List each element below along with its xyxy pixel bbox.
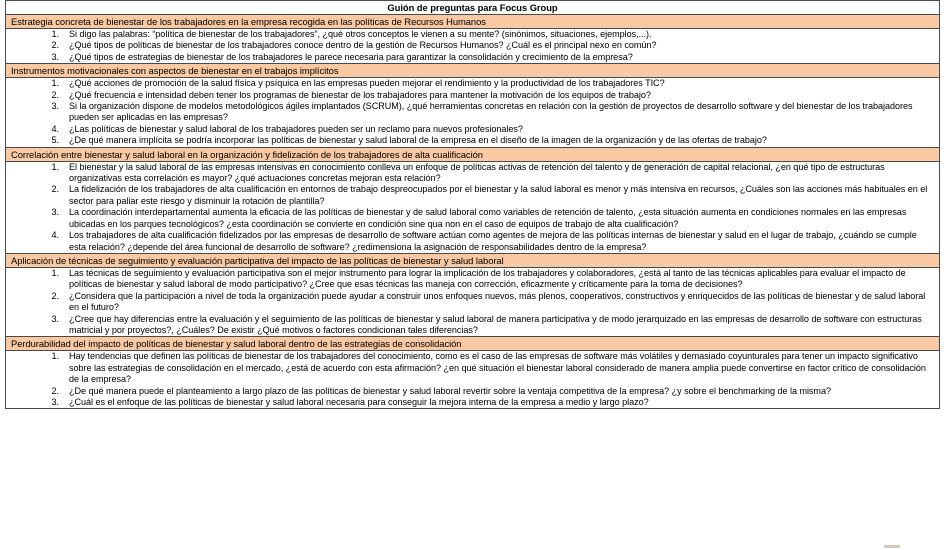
section-items <box>6 29 939 64</box>
question-text: ¿Cuál es el enfoque de las políticas de bienestar y salud laboral necesaria para conseguir la mejora interna de la empresa a medio y largo plazo? <box>69 396 649 407</box>
question-number: 2. <box>51 89 59 100</box>
question-item <box>6 135 939 146</box>
question-text: ¿Las políticas de bienestar y salud laboral de los trabajadores pueden ser un reclamo para nuevos profesionales? <box>69 123 523 134</box>
question-text: ¿Considera que la participación a nivel de toda la organización puede ayudar a construir unos enfoques nuevos, más plenos, cooperativos, constructivos y enriquecidos de las políticas de bienestar y de salud laboral en el futuro? <box>69 290 926 313</box>
question-item <box>6 78 939 89</box>
question-text: La coordinación interdepartamental aumenta la eficacia de las políticas de bienestar y de salud laboral como variables de retención de talento, ¿esta situación aumenta en condiciones normales en las empresas ubicadas en los parques tecnológicos? ¿esta coordinación se convierte en condición sine qua non en el caso de equipos de trabajo de alta cualificación? <box>69 207 907 229</box>
question-text: Las técnicas de seguimiento y evaluación participativa son el mejor instrumento para lograr la implicación de los trabajadores y colaboradores, ¿está al tanto de las técnicas aplicables para evaluar el impacto de políticas de bienestar y salud laboral de modo participativo? ¿Cree que esas técnicas las maneja con corrección, eficazmente y críticamente para la toma de decisiones? <box>69 267 906 290</box>
section-header: Instrumentos motivacionales con aspectos de bienestar en el trabajos implícitos <box>6 64 939 78</box>
question-item <box>6 162 939 185</box>
question-item <box>6 101 939 124</box>
question-item <box>6 52 939 63</box>
section-header: Estrategia concreta de bienestar de los trabajadores en la empresa recogida en las políticas de Recursos Humanos <box>6 15 939 29</box>
question-number: 2. <box>51 184 59 195</box>
question-item <box>6 351 939 385</box>
question-number: 1. <box>51 29 59 39</box>
question-number: 4. <box>51 230 59 241</box>
question-item <box>6 268 939 291</box>
question-text: ¿Qué frecuencia e intensidad deben tener los programas de bienestar de los trabajadores para mantener la motivación de los equipos de trabajo? <box>69 89 651 100</box>
question-number: 4. <box>51 123 59 134</box>
question-text: Si digo las palabras: “política de bienestar de los trabajadores”, ¿qué otros conceptos le vienen a su mente? (sinónimos, situaciones, ejemplos,...). <box>69 29 652 39</box>
question-number: 3. <box>51 396 59 407</box>
question-text: Los trabajadores de alta cualificación fidelizados por las empresas de desarrollo de software actúan como agentes de mejora de las políticas internas de bienestar y salud en el lugar de trabajo, ¿cuándo se cumple esta relación? ¿depende del área funcional de desarrollo de software? ¿redimensiona la asignación de responsabilidades dentro de la empresa? <box>69 230 917 252</box>
question-text: ¿Qué tipos de estrategias de bienestar de los trabajadores le parece necesaria para garantizar la consolidación y crecimiento de la empresa? <box>69 51 633 62</box>
section-header: Perdurabilidad del impacto de políticas de bienestar y salud laboral dentro de las estrategias de consolidación <box>6 337 939 351</box>
question-item <box>6 184 939 207</box>
question-number: 3. <box>51 51 59 62</box>
resize-handle <box>884 545 900 548</box>
question-text: Si la organización dispone de modelos metodológicos ágiles implantados (SCRUM), ¿qué herramientas concretas en relación con la gestión de proyectos de desarrollo software y del bienestar de los trabajadores pueden ser aplicadas en las empresas? <box>69 101 913 123</box>
question-text: ¿De qué manera implícita se podría incorporar las políticas de bienestar y salud laboral de la empresa en el diseño de la imagen de la organización y de las ofertas de trabajo? <box>69 135 767 146</box>
section-items <box>6 351 939 408</box>
question-text: ¿Cree que hay diferencias entre la evaluación y el seguimiento de las políticas de bienestar y salud laboral de manera participativa y de modo jerarquizado en las empresas de desarrollo de software con estructuras matricial y por proyectos?, ¿Cuáles? De existir ¿Qué motivos o factores condicionan tales diferencias? <box>69 313 922 335</box>
question-number: 5. <box>51 135 59 146</box>
question-item <box>6 386 939 397</box>
question-text: ¿De qué manera puede el planteamiento a largo plazo de las políticas de bienestar y salud laboral revertir sobre la ventaja competitiva de la empresa? ¿y sobre el benchmarking de la misma? <box>69 385 831 396</box>
question-item <box>6 40 939 51</box>
question-text: La fidelización de los trabajadores de alta cualificación en entornos de trabajo despreocupados por el bienestar y la salud laboral es menor y más intensiva en recursos, ¿Cuáles son las acciones más habituales en el sector para paliar este riesgo y disminuir la rotación de plantilla? <box>69 184 928 206</box>
question-item <box>6 124 939 135</box>
question-number: 1. <box>51 78 59 89</box>
question-item <box>6 314 939 337</box>
question-number: 3. <box>51 207 59 218</box>
question-item <box>6 90 939 101</box>
question-text: ¿Qué acciones de promoción de la salud física y psíquica en las empresas pueden mejorar el rendimiento y la productividad de los trabajadores TIC? <box>69 78 665 89</box>
question-number: 3. <box>51 313 59 324</box>
question-text: Hay tendencias que definen las políticas de bienestar de los trabajadores del conocimiento, como es el caso de las empresas de software más volátiles y demasiado coyunturales para tener un impacto significativo sobre las estrategias de consolidación en el mercado, ¿está de acuerdo con esta afirmación? ¿en qué situación el bienestar laboral considerado de manera amplia puede convertirse en factor crítico de consolidación de la empresa? <box>69 351 926 385</box>
question-item <box>6 207 939 230</box>
question-item <box>6 291 939 314</box>
question-number: 3. <box>51 101 59 112</box>
section-items <box>6 268 939 337</box>
question-item <box>6 29 939 40</box>
focus-group-document <box>5 0 940 409</box>
question-number: 2. <box>51 40 59 51</box>
question-number: 1. <box>51 267 59 278</box>
question-item <box>6 230 939 253</box>
question-text: ¿Qué tipos de políticas de bienestar de los trabajadores conoce dentro de la gestión de Recursos Humanos? ¿Cuál es el principal nexo en común? <box>69 40 657 51</box>
question-number: 2. <box>51 290 59 301</box>
section-header: Correlación entre bienestar y salud laboral en la organización y fidelización de los trabajadores de alta cualificación <box>6 148 939 162</box>
section-header: Aplicación de técnicas de seguimiento y evaluación participativa del impacto de las políticas de bienestar y salud laboral <box>6 254 939 268</box>
section-items <box>6 78 939 147</box>
question-number: 1. <box>51 351 59 362</box>
document-title: Guión de preguntas para Focus Group <box>6 1 939 15</box>
question-number: 1. <box>51 161 59 172</box>
question-text: El bienestar y la salud laboral de las empresas intensivas en conocimiento conlleva un enfoque de políticas activas de retención del talento y de generación de capital relacional, ¿en qué tipo de estructuras organizativas esta correlación es mayor? ¿qué actuaciones concretas mejoran esta relación? <box>69 161 885 184</box>
question-number: 2. <box>51 385 59 396</box>
section-items <box>6 162 939 254</box>
question-item <box>6 397 939 408</box>
